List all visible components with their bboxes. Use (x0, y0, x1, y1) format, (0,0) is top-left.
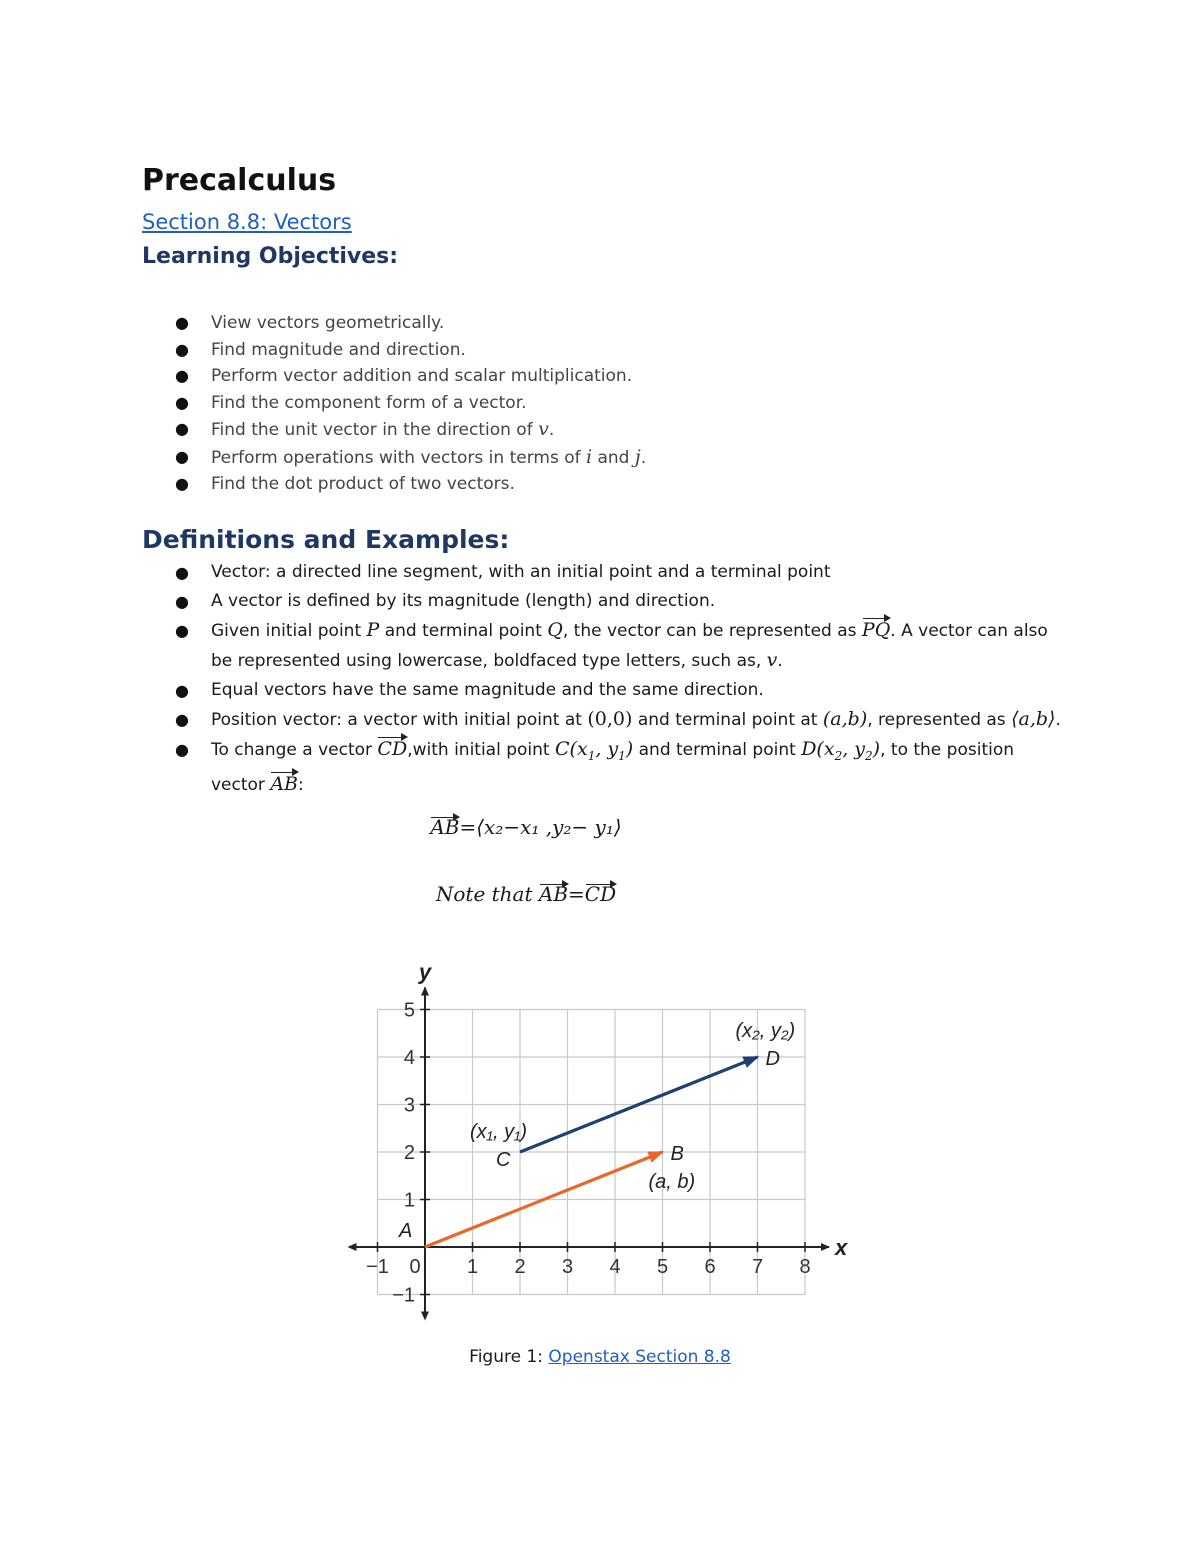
equation-note-text: Note that (435, 882, 539, 906)
definition-text: Given initial point (211, 620, 367, 641)
grid-lines (378, 1010, 806, 1295)
bullet-icon: ● (175, 339, 189, 359)
y-tick-label: 4 (403, 1047, 415, 1069)
objective-text: . (640, 447, 647, 468)
math-part: ) (872, 737, 881, 760)
math-Q: Q (547, 618, 563, 641)
y-tick-label: 3 (403, 1094, 415, 1117)
point-labels (398, 1020, 795, 1242)
equation-note (0, 882, 1052, 906)
math-D: D (801, 737, 817, 760)
list-item (142, 337, 1062, 364)
math-part: ) (625, 737, 634, 760)
math-vector-CD: CD (584, 882, 617, 906)
definition-text: . (1055, 709, 1061, 730)
definition-text: ,with initial point (407, 739, 555, 760)
y-tick-label: 2 (403, 1142, 415, 1164)
y-axis-label: y (418, 959, 432, 985)
objective-text: Find the unit vector in the direction of (211, 420, 539, 440)
x-tick-label: −1 (366, 1256, 389, 1278)
list-item (142, 705, 1062, 735)
point-label-C: C (496, 1149, 511, 1171)
objective-text: . (548, 420, 555, 440)
definition-text: . (777, 650, 783, 671)
list-item (142, 471, 1062, 498)
math-point-ab: (a,b) (822, 707, 868, 730)
list-item (142, 310, 1062, 337)
list-item (142, 587, 1062, 616)
bullet-icon: ● (175, 680, 189, 700)
bullet-icon: ● (175, 419, 189, 438)
bullet-icon: ● (175, 709, 189, 729)
list-item (142, 616, 1062, 676)
bullet-icon: ● (175, 446, 189, 466)
math-i: i (586, 445, 593, 468)
vector-graph-svg (340, 955, 860, 1335)
bullet-icon: ● (175, 620, 189, 640)
point-label-A: A (399, 1220, 413, 1242)
definition-text: . A vector can also be represented using lowercase, boldfaced type letters, such as, (211, 620, 1048, 671)
x-tick-label: 6 (704, 1256, 716, 1278)
math-part: (x (816, 737, 835, 760)
math-vector-AB: AB (270, 770, 298, 799)
bullet-icon: ● (175, 313, 189, 332)
list-item (142, 558, 1062, 587)
y-tick-label: 1 (403, 1189, 415, 1212)
list-item (142, 735, 1062, 801)
math-P: P (366, 618, 380, 641)
definition-text: To change a vector (211, 739, 378, 760)
objective-text: Perform vector addition and scalar multiplication. (211, 366, 633, 386)
point-label-x2y2: (x₂, y₂) (735, 1020, 796, 1042)
x-tick-label: 2 (514, 1256, 526, 1278)
x-axis-label: x (835, 1235, 848, 1260)
math-vector-AB: AB (430, 815, 460, 839)
tick-labels (366, 960, 848, 1307)
math-vector-AB: AB (538, 882, 569, 906)
math-D-coords (816, 737, 881, 763)
equation-equals: = (568, 882, 585, 906)
definition-text: Position vector: a vector with initial point at (211, 709, 588, 730)
objectives-heading: Learning Objectives: (142, 244, 399, 269)
objective-text: Find the dot product of two vectors. (211, 474, 515, 494)
y-tick-label: −1 (392, 1284, 415, 1307)
math-vector-CD: CD (377, 735, 407, 764)
definition-text: A vector is defined by its magnitude (length) and direction. (211, 590, 716, 611)
math-C: C (555, 737, 570, 760)
math-vector-ab: ⟨a,b⟩ (1011, 707, 1056, 730)
page-title: Precalculus (142, 163, 337, 198)
x-tick-label: 1 (466, 1256, 479, 1278)
bullet-icon: ● (175, 392, 189, 412)
definition-text: , to the position vector (211, 739, 1015, 796)
math-v: v (538, 418, 549, 440)
definition-text: : (298, 775, 304, 796)
vector-graph (340, 955, 860, 1335)
list-item (142, 444, 1062, 472)
math-sub: 1 (587, 748, 596, 763)
definition-text: , represented as (867, 709, 1012, 730)
math-part: (x (569, 737, 588, 760)
definition-text: and terminal point at (632, 709, 823, 730)
y-tick-label: 5 (403, 999, 415, 1022)
math-vector-PQ: PQ (862, 616, 890, 645)
list-item (142, 676, 1062, 705)
bullet-icon: ● (175, 562, 189, 582)
x-tick-label: 5 (656, 1256, 669, 1278)
objective-text: Find magnitude and direction. (211, 339, 466, 360)
list-item (142, 390, 1062, 417)
point-label-B: B (670, 1143, 684, 1165)
x-tick-label: 0 (409, 1256, 421, 1278)
x-tick-label: 8 (799, 1256, 811, 1278)
bullet-icon: ● (175, 366, 189, 385)
x-tick-label: 3 (561, 1256, 574, 1278)
caption-prefix: Figure 1: (469, 1347, 549, 1367)
document-page (142, 160, 1062, 800)
point-label-D: D (765, 1048, 780, 1070)
math-sub: 2 (865, 748, 873, 763)
point-label-x1y1: (x₁, y₁) (470, 1121, 528, 1143)
x-tick-label: 4 (609, 1256, 621, 1278)
math-C-coords (569, 737, 634, 763)
math-v: v (766, 648, 778, 671)
definition-text: and terminal point (379, 620, 548, 641)
bullet-icon: ● (175, 474, 189, 493)
definition-text: , the vector can be represented as (562, 620, 862, 641)
bullet-icon: ● (175, 591, 189, 611)
equation-ab (0, 815, 1052, 839)
math-j: j (634, 445, 641, 468)
math-sub: 1 (618, 748, 626, 763)
caption-link[interactable]: Openstax Section 8.8 (548, 1347, 731, 1367)
objective-text: and (592, 447, 635, 468)
list-item (142, 416, 1062, 444)
equation-rhs: =⟨x₂−x₁ ,y₂− y₁⟩ (459, 815, 622, 839)
definition-text: Equal vectors have the same magnitude and the same direction. (211, 679, 764, 700)
math-part: , y (842, 737, 866, 760)
objective-text: View vectors geometrically. (211, 313, 445, 333)
definition-text: Vector: a directed line segment, with an initial point and a terminal point (211, 561, 831, 582)
math-part: , y (595, 737, 619, 760)
definitions-list (142, 558, 1062, 801)
point-label-ab: (a, b) (648, 1171, 696, 1193)
list-item (142, 363, 1062, 390)
bullet-icon: ● (175, 739, 189, 759)
objectives-list (142, 310, 1062, 498)
objective-text: Find the component form of a vector. (211, 392, 527, 413)
math-origin: (0,0) (587, 707, 633, 730)
objective-text: Perform operations with vectors in terms of (211, 447, 586, 468)
math-sub: 2 (834, 748, 843, 763)
section-link[interactable]: Section 8.8: Vectors (142, 210, 352, 234)
x-tick-label: 7 (751, 1256, 764, 1278)
definitions-heading: Definitions and Examples: (142, 524, 510, 554)
figure-caption (0, 1347, 1200, 1367)
definition-text: and terminal point (633, 739, 802, 760)
